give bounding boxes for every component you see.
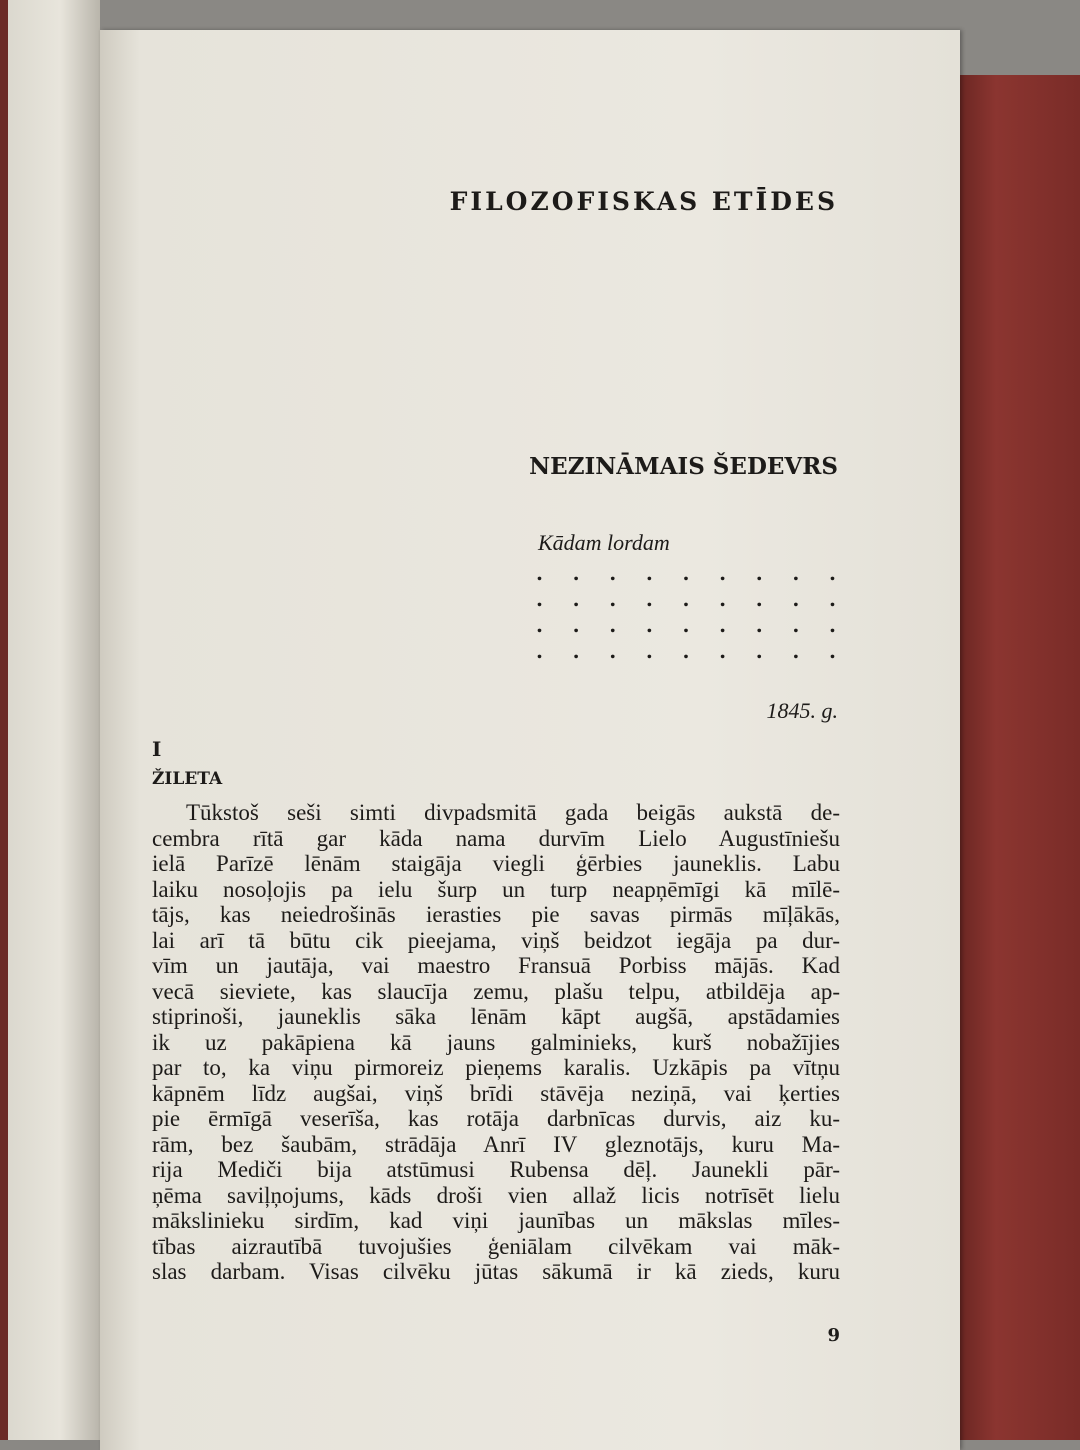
ellipsis-row: . . . . . . . . . bbox=[536, 561, 836, 585]
text-line: ik uz pakāpiena kā jauns galminieks, kurš nobažījies bbox=[152, 1029, 840, 1055]
text-line: vīm un jautāja, vai maestro Fransuā Porbiss mājās. Kad bbox=[152, 953, 840, 978]
ellipsis-row: . . . . . . . . . bbox=[536, 639, 836, 663]
text-line: laiku nosoļojis pa ielu šurp un turp neapņēmīgi kā mīlē- bbox=[152, 876, 840, 902]
text-line: rija Mediči bija atstūmusi Rubensa dēļ. Jaunekli pār- bbox=[152, 1157, 840, 1182]
dedication: Kādam lordam bbox=[538, 530, 670, 555]
text-line: Tūkstoš seši simti divpadsmitā gada beigās aukstā de- bbox=[186, 800, 840, 825]
text-line: ielā Parīzē lēnām staigāja viegli ģērbies jauneklis. Labu bbox=[152, 851, 840, 876]
text-line: tājs, kas neiedrošinās ierasties pie savas pirmās mīļākās, bbox=[152, 902, 840, 927]
part-number: I bbox=[152, 737, 162, 761]
left-cover-edge bbox=[0, 0, 8, 1440]
page-number: 9 bbox=[827, 1325, 840, 1346]
text-line: kāpnēm līdz augšai, viņš brīdi stāvēja neziņā, vai ķerties bbox=[152, 1080, 840, 1106]
book-cover bbox=[940, 75, 1080, 1440]
text-line: mākslinieku sirdīm, kad viņi jaunības un mākslas mīles- bbox=[152, 1208, 840, 1233]
text-line: ņēma saviļņojums, kāds droši vien allaž licis notrīsēt lielu bbox=[152, 1182, 840, 1208]
text-line: par to, ka viņu pirmoreiz pieņems karalis. Uzkāpis pa vītņu bbox=[152, 1055, 840, 1080]
text-line: vecā sieviete, kas slaucīja zemu, plašu telpu, atbildēja ap- bbox=[152, 978, 840, 1004]
text-line: tības aizrautībā tuvojušies ģeniālam cilvēkam vai māk- bbox=[152, 1233, 840, 1259]
text-line: rām, bez šaubām, strādāja Anrī IV gleznotājs, kuru Ma- bbox=[152, 1131, 840, 1157]
story-title: NEZINĀMAIS ŠEDEVRS bbox=[529, 453, 838, 480]
text-line: stiprinoši, jauneklis sāka lēnām kāpt augšā, apstādamies bbox=[152, 1004, 840, 1029]
text-line: lai arī tā būtu cik pieejama, viņš beidzot iegāja pa dur- bbox=[152, 927, 840, 953]
running-head: FILOZOFISKAS ETĪDES bbox=[449, 187, 838, 216]
left-page-edge bbox=[0, 0, 100, 1440]
body-text bbox=[152, 800, 840, 1285]
text-line: pie ērmīgā veserīša, kas rotāja darbnīcas durvis, aiz ku- bbox=[152, 1106, 840, 1131]
ellipsis-row: . . . . . . . . . bbox=[536, 613, 836, 637]
text-line: cembra rītā gar kāda nama durvīm Lielo Augustīniešu bbox=[152, 825, 840, 851]
text-line: slas darbam. Visas cilvēku jūtas sākumā ir kā zieds, kuru bbox=[152, 1259, 840, 1284]
book-page bbox=[100, 30, 960, 1450]
ellipsis-row: . . . . . . . . . bbox=[536, 587, 836, 611]
chapter-title: ŽILETA bbox=[152, 769, 223, 789]
date: 1845. g. bbox=[766, 698, 838, 723]
